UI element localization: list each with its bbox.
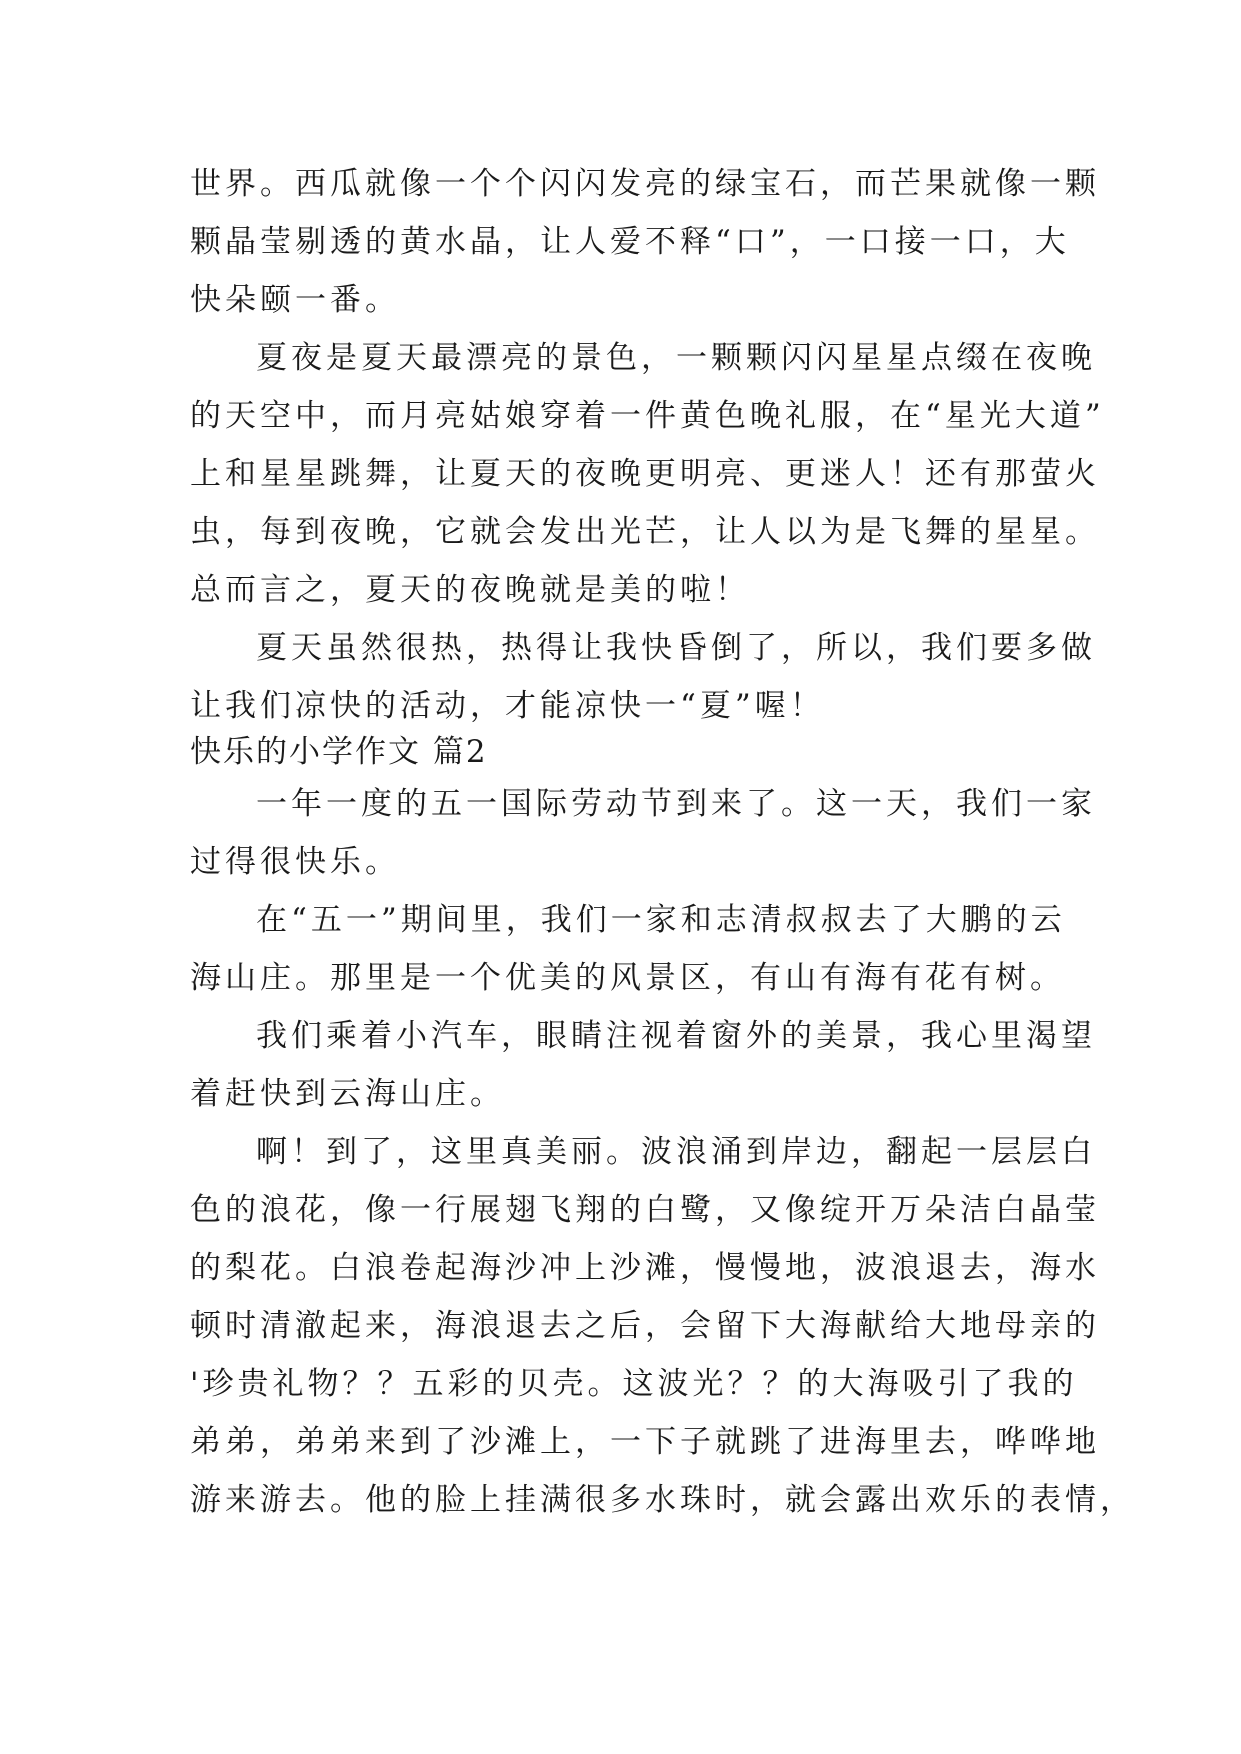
paragraph-first-line: 在“五一”期间里，我们一家和志清叔叔去了大鹏的云 (256, 902, 1066, 938)
text-line: 的天空中，而月亮姑娘穿着一件黄色晚礼服，在“星光大道” (190, 398, 1105, 434)
text-line: 让我们凉快的活动，才能凉快一“夏”喔！ (190, 688, 825, 724)
text-line: 的梨花。白浪卷起海沙冲上沙滩，慢慢地，波浪退去，海水 (190, 1250, 1100, 1286)
text-line: 上和星星跳舞，让夏天的夜晚更明亮、更迷人！还有那萤火 (190, 456, 1100, 492)
text-line: 着赶快到云海山庄。 (190, 1076, 505, 1112)
text-line: '珍贵礼物？？五彩的贝壳。这波光？？的大海吸引了我的 (190, 1366, 1078, 1402)
paragraph-first-line: 啊！到了，这里真美丽。波浪涌到岸边，翻起一层层白 (256, 1134, 1096, 1170)
text-line: 海山庄。那里是一个优美的风景区，有山有海有花有树。 (190, 960, 1065, 996)
text-line: 颗晶莹剔透的黄水晶，让人爱不释“口”，一口接一口，大 (190, 224, 1070, 260)
paragraph-first-line: 我们乘着小汽车，眼睛注视着窗外的美景，我心里渴望 (256, 1018, 1096, 1054)
text-line: 世界。西瓜就像一个个闪闪发亮的绿宝石，而芒果就像一颗 (190, 166, 1100, 202)
paragraph-first-line: 夏夜是夏天最漂亮的景色，一颗颗闪闪星星点缀在夜晚 (256, 340, 1096, 376)
text-line: 快朵颐一番。 (190, 282, 400, 318)
text-line: 过得很快乐。 (190, 844, 400, 880)
text-line: 顿时清澈起来，海浪退去之后，会留下大海献给大地母亲的 (190, 1308, 1100, 1344)
text-line: 虫，每到夜晚，它就会发出光芒，让人以为是飞舞的星星。 (190, 514, 1100, 550)
section-heading: 快乐的小学作文 篇2 (190, 734, 488, 770)
text-line: 游来游去。他的脸上挂满很多水珠时，就会露出欢乐的表情， (190, 1482, 1135, 1518)
paragraph-first-line: 夏天虽然很热，热得让我快昏倒了，所以，我们要多做 (256, 630, 1096, 666)
text-line: 总而言之，夏天的夜晚就是美的啦！ (190, 572, 750, 608)
paragraph-first-line: 一年一度的五一国际劳动节到来了。这一天，我们一家 (256, 786, 1096, 822)
text-line: 弟弟，弟弟来到了沙滩上，一下子就跳了进海里去，哗哗地 (190, 1424, 1100, 1460)
text-line: 色的浪花，像一行展翅飞翔的白鹭，又像绽开万朵洁白晶莹 (190, 1192, 1100, 1228)
